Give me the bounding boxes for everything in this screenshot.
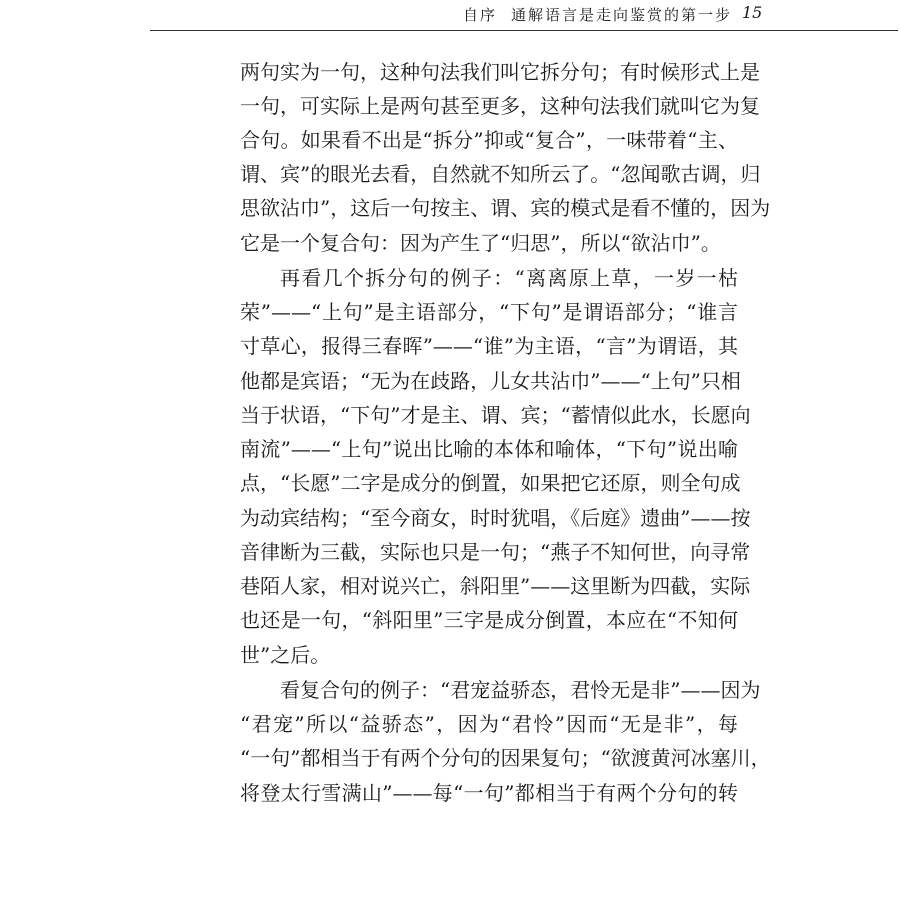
text-line: “一句”都相当于有两个分句的因果复句；“欲渡黄河冰塞川， <box>240 746 771 770</box>
text-line: 荣”——“上句”是主语部分，“下句”是谓语部分；“谁言 <box>240 300 738 324</box>
text-line: 寸草心，报得三春晖”——“谁”为主语，“言”为谓语，其 <box>240 334 738 358</box>
page-number: 15 <box>742 3 763 22</box>
text-line: 看复合句的例子：“君宠益骄态，君怜无是非”——因为 <box>280 678 761 702</box>
text-line: 音律断为三截，实际也只是一句；“燕子不知何世，向寻常 <box>240 540 751 564</box>
text-line: 一句，可实际上是两句甚至更多，这种句法我们就叫它为复 <box>240 94 760 118</box>
text-line: 也还是一句，“斜阳里”三字是成分倒置，本应在“不知何 <box>240 608 738 632</box>
text-line: 思欲沾巾”，这后一句按主、谓、宾的模式是看不懂的，因为 <box>240 196 771 220</box>
text-line: 它是一个复合句：因为产生了“归思”，所以“欲沾巾”。 <box>240 231 721 255</box>
text-line: 合句。如果看不出是“拆分”抑或“复合”，一味带着“主、 <box>240 128 738 152</box>
text-line: 谓、宾”的眼光去看，自然就不知所云了。“忽闻歌古调，归 <box>240 162 761 186</box>
text-line: 为动宾结构；“至今商女，时时犹唱，《后庭》遗曲”——按 <box>240 506 751 530</box>
text-line: “君宠”所以“益骄态”，因为“君怜”因而“无是非”，每 <box>240 712 738 736</box>
text-line: 两句实为一句，这种句法我们叫它拆分句；有时候形式上是 <box>240 60 760 84</box>
text-line: 将登太行雪满山”——每“一句”都相当于有两个分句的转 <box>240 781 738 805</box>
text-line: 当于状语，“下句”才是主、谓、宾；“蓄情似此水，长愿向 <box>240 403 751 427</box>
running-head-title: 通解语言是走向鉴赏的第一步 <box>510 6 732 24</box>
text-line: 世”之后。 <box>240 643 331 667</box>
text-line: 点，“长愿”二字是成分的倒置，如果把它还原，则全句成 <box>240 471 741 495</box>
text-line: 他都是宾语；“无为在歧路，儿女共沾巾”——“上句”只相 <box>240 369 741 393</box>
running-head-section: 自序 <box>462 6 497 24</box>
text-line: 巷陌人家，相对说兴亡，斜阳里”——这里断为四截，实际 <box>240 574 751 598</box>
text-line: 再看几个拆分句的例子：“离离原上草，一岁一枯 <box>280 266 738 290</box>
text-line: 南流”——“上句”说出比喻的本体和喻体，“下句”说出喻 <box>240 437 738 461</box>
